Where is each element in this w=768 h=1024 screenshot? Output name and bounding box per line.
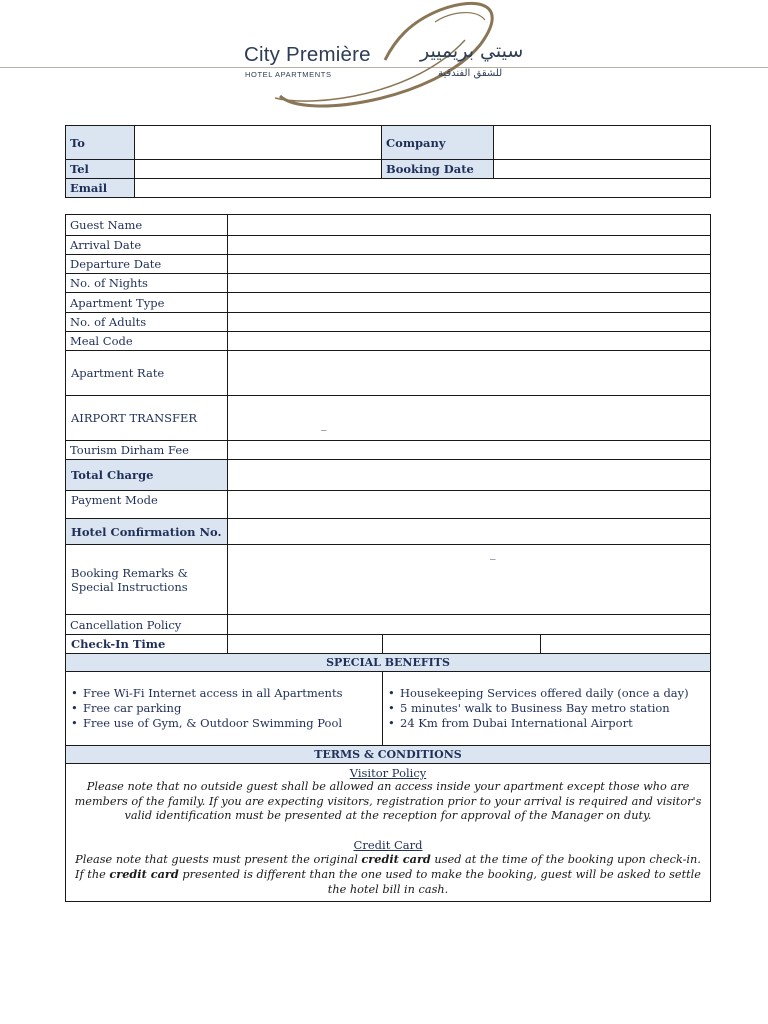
departure-date-label: Departure Date bbox=[66, 255, 228, 274]
terms-header: TERMS & CONDITIONS bbox=[66, 746, 711, 764]
guest-name-label: Guest Name bbox=[66, 215, 228, 236]
benefit-item: • Free use of Gym, & Outdoor Swimming Pool bbox=[71, 716, 382, 731]
to-label: To bbox=[66, 126, 135, 160]
airport-transfer-label: AIRPORT TRANSFER bbox=[66, 396, 228, 441]
benefit-item: • 24 Km from Dubai International Airport bbox=[388, 716, 710, 731]
apartment-rate-field[interactable] bbox=[228, 351, 711, 396]
brand-name-arabic: سيتي بريميير bbox=[420, 40, 524, 62]
apartment-rate-label: Apartment Rate bbox=[66, 351, 228, 396]
credit-card-text bbox=[74, 852, 702, 898]
credit-card-text-1: Please note that guests must present the original bbox=[75, 852, 362, 866]
hotel-confirmation-label: Hotel Confirmation No. bbox=[66, 519, 228, 545]
total-charge-label: Total Charge bbox=[66, 460, 228, 491]
remarks-label-line2: Special Instructions bbox=[71, 579, 188, 594]
tourism-fee-label: Tourism Dirham Fee bbox=[66, 441, 228, 460]
meal-code-field[interactable] bbox=[228, 332, 711, 351]
benefit-item: • Free car parking bbox=[71, 701, 382, 716]
booking-date-field[interactable] bbox=[494, 160, 711, 179]
hotel-confirmation-field[interactable] bbox=[228, 519, 711, 545]
tel-label: Tel bbox=[66, 160, 135, 179]
credit-card-bold-1: credit card bbox=[361, 851, 431, 866]
nights-field[interactable] bbox=[228, 274, 711, 293]
airport-transfer-value: _ bbox=[321, 418, 327, 431]
tourism-fee-field[interactable] bbox=[228, 441, 711, 460]
benefit-item: • Free Wi-Fi Internet access in all Apartments bbox=[71, 686, 382, 701]
brand-name: City Première bbox=[244, 43, 371, 66]
visitor-policy-text: Please note that no outside guest shall be allowed an access inside your apartment except those who are members of the family. If you are expecting visitors, registration prior to your arrival is required and visitor's valid identification must be presented at the reception for approval of the Manager on duty. bbox=[74, 780, 702, 822]
payment-mode-field[interactable] bbox=[228, 491, 711, 519]
credit-card-text-3: presented is different than the one used to make the booking, guest will be asked to settle the hotel bill in cash. bbox=[178, 868, 701, 896]
credit-card-text-2: used at the time of the booking upon check-in. If the bbox=[75, 852, 701, 881]
brand-subtitle-arabic: للشقق الفندقية bbox=[438, 68, 503, 79]
brand-subtitle: HOTEL APARTMENTS bbox=[245, 70, 332, 79]
apartment-type-label: Apartment Type bbox=[66, 293, 228, 313]
payment-mode-label: Payment Mode bbox=[66, 491, 228, 519]
booking-date-label: Booking Date bbox=[382, 160, 494, 179]
booking-table bbox=[65, 214, 711, 902]
credit-card-title: Credit Card bbox=[353, 837, 423, 852]
benefit-item: • Housekeeping Services offered daily (once a day) bbox=[388, 686, 710, 701]
company-label: Company bbox=[382, 126, 494, 160]
benefits-left bbox=[66, 672, 383, 746]
adults-label: No. of Adults bbox=[66, 313, 228, 332]
check-in-field-2[interactable] bbox=[383, 635, 541, 654]
nights-label: No. of Nights bbox=[66, 274, 228, 293]
contact-table bbox=[65, 125, 711, 198]
remarks-label-line1: Booking Remarks & bbox=[71, 565, 188, 580]
to-field[interactable] bbox=[135, 126, 382, 160]
special-benefits-header: SPECIAL BENEFITS bbox=[66, 654, 711, 672]
terms-body bbox=[66, 764, 711, 902]
visitor-policy-title: Visitor Policy bbox=[349, 766, 427, 780]
cancellation-policy-label: Cancellation Policy bbox=[66, 615, 228, 635]
apartment-type-field[interactable] bbox=[228, 293, 711, 313]
remarks-value: _ bbox=[490, 547, 496, 560]
meal-code-label: Meal Code bbox=[66, 332, 228, 351]
benefit-item: • 5 minutes' walk to Business Bay metro station bbox=[388, 701, 710, 716]
tel-field[interactable] bbox=[135, 160, 382, 179]
cancellation-policy-field[interactable] bbox=[228, 615, 711, 635]
total-charge-field[interactable] bbox=[228, 460, 711, 491]
check-in-field-1[interactable] bbox=[228, 635, 383, 654]
benefits-right bbox=[383, 672, 711, 746]
airport-transfer-field[interactable] bbox=[228, 396, 711, 441]
arrival-date-label: Arrival Date bbox=[66, 236, 228, 255]
guest-name-field[interactable] bbox=[228, 215, 711, 236]
adults-field[interactable] bbox=[228, 313, 711, 332]
check-in-time-label: Check-In Time bbox=[66, 635, 228, 654]
email-label: Email bbox=[66, 179, 135, 198]
departure-date-field[interactable] bbox=[228, 255, 711, 274]
arrival-date-field[interactable] bbox=[228, 236, 711, 255]
company-field[interactable] bbox=[494, 126, 711, 160]
remarks-field[interactable] bbox=[228, 545, 711, 615]
check-in-field-3[interactable] bbox=[541, 635, 711, 654]
remarks-label bbox=[66, 545, 228, 615]
email-field[interactable] bbox=[135, 179, 711, 198]
credit-card-bold-2: credit card bbox=[109, 867, 179, 881]
